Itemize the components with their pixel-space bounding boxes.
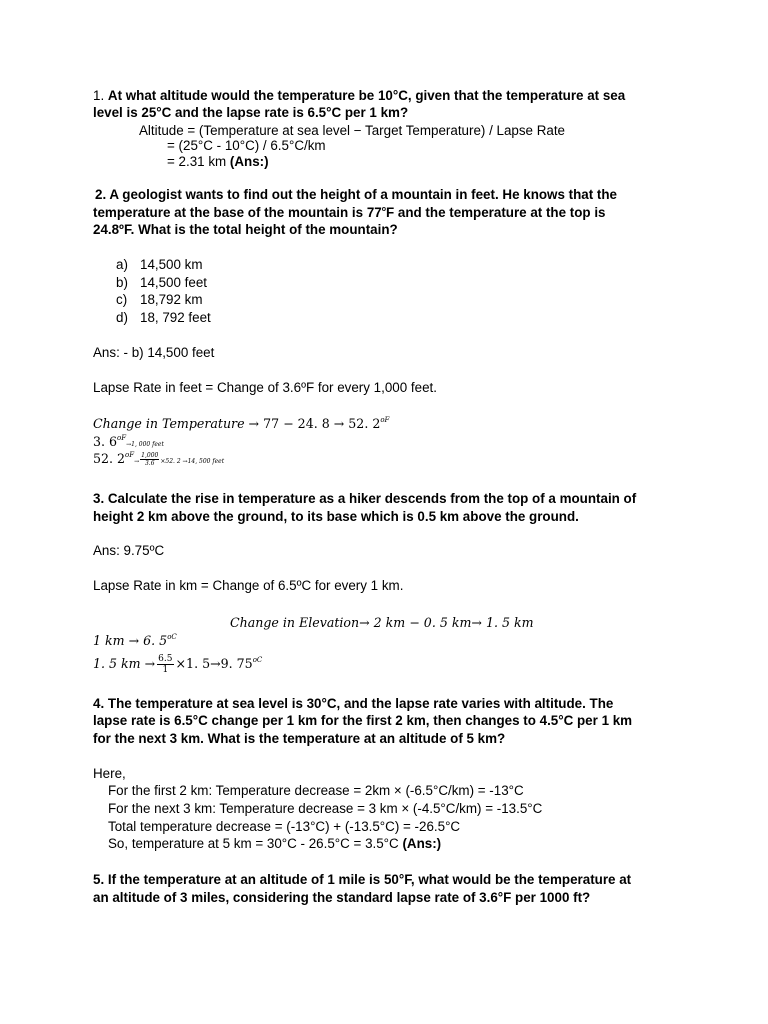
q1-step-1: = (25°C - 10°C) / 6.5°C/km (167, 138, 326, 153)
q3-lapse-rate: Lapse Rate in km = Change of 6.5ºC for every 1 km. (93, 578, 404, 593)
option-label: d) (116, 310, 128, 325)
q4-line-2: lapse rate is 6.5°C change per 1 km for the first 2 km, then changes to 4.5°C per 1 km (93, 713, 633, 728)
q4-line-1: 4. The temperature at sea level is 30°C, and the lapse rate varies with altitude. The (93, 696, 614, 711)
eq-text: ×52. 2 →14, 500 feet (160, 458, 225, 465)
q4-step-2: For the next 3 km: Temperature decrease = 3 km × (-4.5°C/km) = -13.5°C (108, 801, 543, 816)
eq-text: ×1. 5→9. 75 (175, 656, 253, 671)
q4-line-3: for the next 3 km. What is the temperature at an altitude of 5 km? (93, 731, 506, 746)
q3-equation-3 (93, 654, 262, 675)
q3-line-2: height 2 km above the ground, to its base which is 0.5 km above the ground. (93, 509, 579, 524)
q1-step-2 (167, 153, 269, 171)
q3-equation-2 (93, 632, 177, 650)
q4-step-1: For the first 2 km: Temperature decrease = 2km × (-6.5°C/km) = -13°C (108, 783, 524, 798)
q4-result: So, temperature at 5 km = 30°C - 26.5°C = 3.5°C (108, 836, 399, 851)
eq-text: Change in Temperature (93, 416, 245, 431)
eq-text: →1, 000 feet (126, 441, 164, 448)
q2-equation-3 (93, 450, 224, 471)
fraction-denominator: 3.6 (144, 460, 155, 467)
q1-answer-value: = 2.31 km (167, 154, 227, 169)
q2-line-3: 24.8ºF. What is the total height of the mountain? (93, 222, 398, 237)
q2-option-a (116, 256, 203, 274)
option-text: 14,500 km (140, 257, 203, 272)
q2-equation-1 (93, 415, 389, 433)
fraction-numerator: 1,000 (141, 452, 159, 459)
fraction-denominator: 1 (162, 665, 169, 675)
option-label: a) (116, 257, 128, 272)
eq-fraction (140, 452, 159, 467)
eq-fraction (157, 654, 173, 675)
q2-option-d (116, 309, 211, 327)
q2-line-2a: temperature at the base of the mountain is 77 (93, 205, 382, 220)
option-label: b) (116, 275, 128, 290)
q2-line-2b: F and the temperature at the top is (386, 205, 606, 220)
q2-line-1: 2. A geologist wants to find out the height of a mountain in feet. He knows that the (95, 187, 617, 202)
q3-answer: Ans: 9.75ºC (93, 543, 165, 558)
q2-line-2 (93, 204, 606, 222)
q2-option-c (116, 291, 203, 309)
eq-sup: oF (125, 451, 135, 459)
q4-here: Here, (93, 766, 126, 781)
q2-option-b (116, 274, 207, 292)
q1-answer-label: (Ans:) (229, 154, 269, 169)
q3-equation-1: Change in Elevation→ 2 km − 0. 5 km→ 1. 5 km (230, 615, 534, 630)
q4-step-4 (108, 835, 441, 853)
eq-sup: oF (117, 434, 127, 442)
eq-text: 52. 2 (93, 451, 126, 466)
q2-degree-sup: o (381, 206, 386, 213)
q3-line-1: 3. Calculate the rise in temperature as a hiker descends from the top of a mountain of (93, 491, 637, 506)
eq-arrow: → (134, 458, 140, 465)
option-text: 18, 792 feet (140, 310, 211, 325)
eq-text: 1 km → 6. 5 (93, 633, 168, 648)
option-label: c) (116, 292, 128, 307)
q4-answer-label: (Ans:) (402, 836, 442, 851)
q4-step-3: Total temperature decrease = (-13°C) + (-13.5°C) = -26.5°C (108, 819, 461, 834)
fraction-numerator: 6.5 (158, 654, 173, 664)
eq-text: → 77 − 24. 8 → 52. 2 (248, 416, 381, 431)
q1-line-2: level is 25°C and the lapse rate is 6.5°C per 1 km? (93, 105, 409, 120)
q2-lapse-rate: Lapse Rate in feet = Change of 3.6ºF for every 1,000 feet. (93, 380, 437, 395)
eq-text: 3. 6 (93, 434, 118, 449)
option-text: 18,792 km (140, 292, 203, 307)
q1-text: At what altitude would the temperature be 10°C, given that the temperature at sea (107, 88, 626, 103)
eq-sup: oC (167, 633, 177, 641)
eq-sup: oF (380, 416, 390, 424)
q1-line-1 (93, 87, 625, 105)
option-text: 14,500 feet (140, 275, 208, 290)
q1-formula: Altitude = (Temperature at sea level − Target Temperature) / Lapse Rate (139, 123, 566, 138)
eq-text: 1. 5 km → (93, 656, 156, 671)
q1-number: 1. (93, 88, 105, 103)
q5-line-1: 5. If the temperature at an altitude of 1 mile is 50°F, what would be the temperature at (93, 872, 632, 887)
q5-line-2: an altitude of 3 miles, considering the standard lapse rate of 3.6°F per 1000 ft? (93, 890, 591, 905)
eq-sup: oC (252, 656, 263, 664)
q2-answer: Ans: - b) 14,500 feet (93, 345, 215, 360)
